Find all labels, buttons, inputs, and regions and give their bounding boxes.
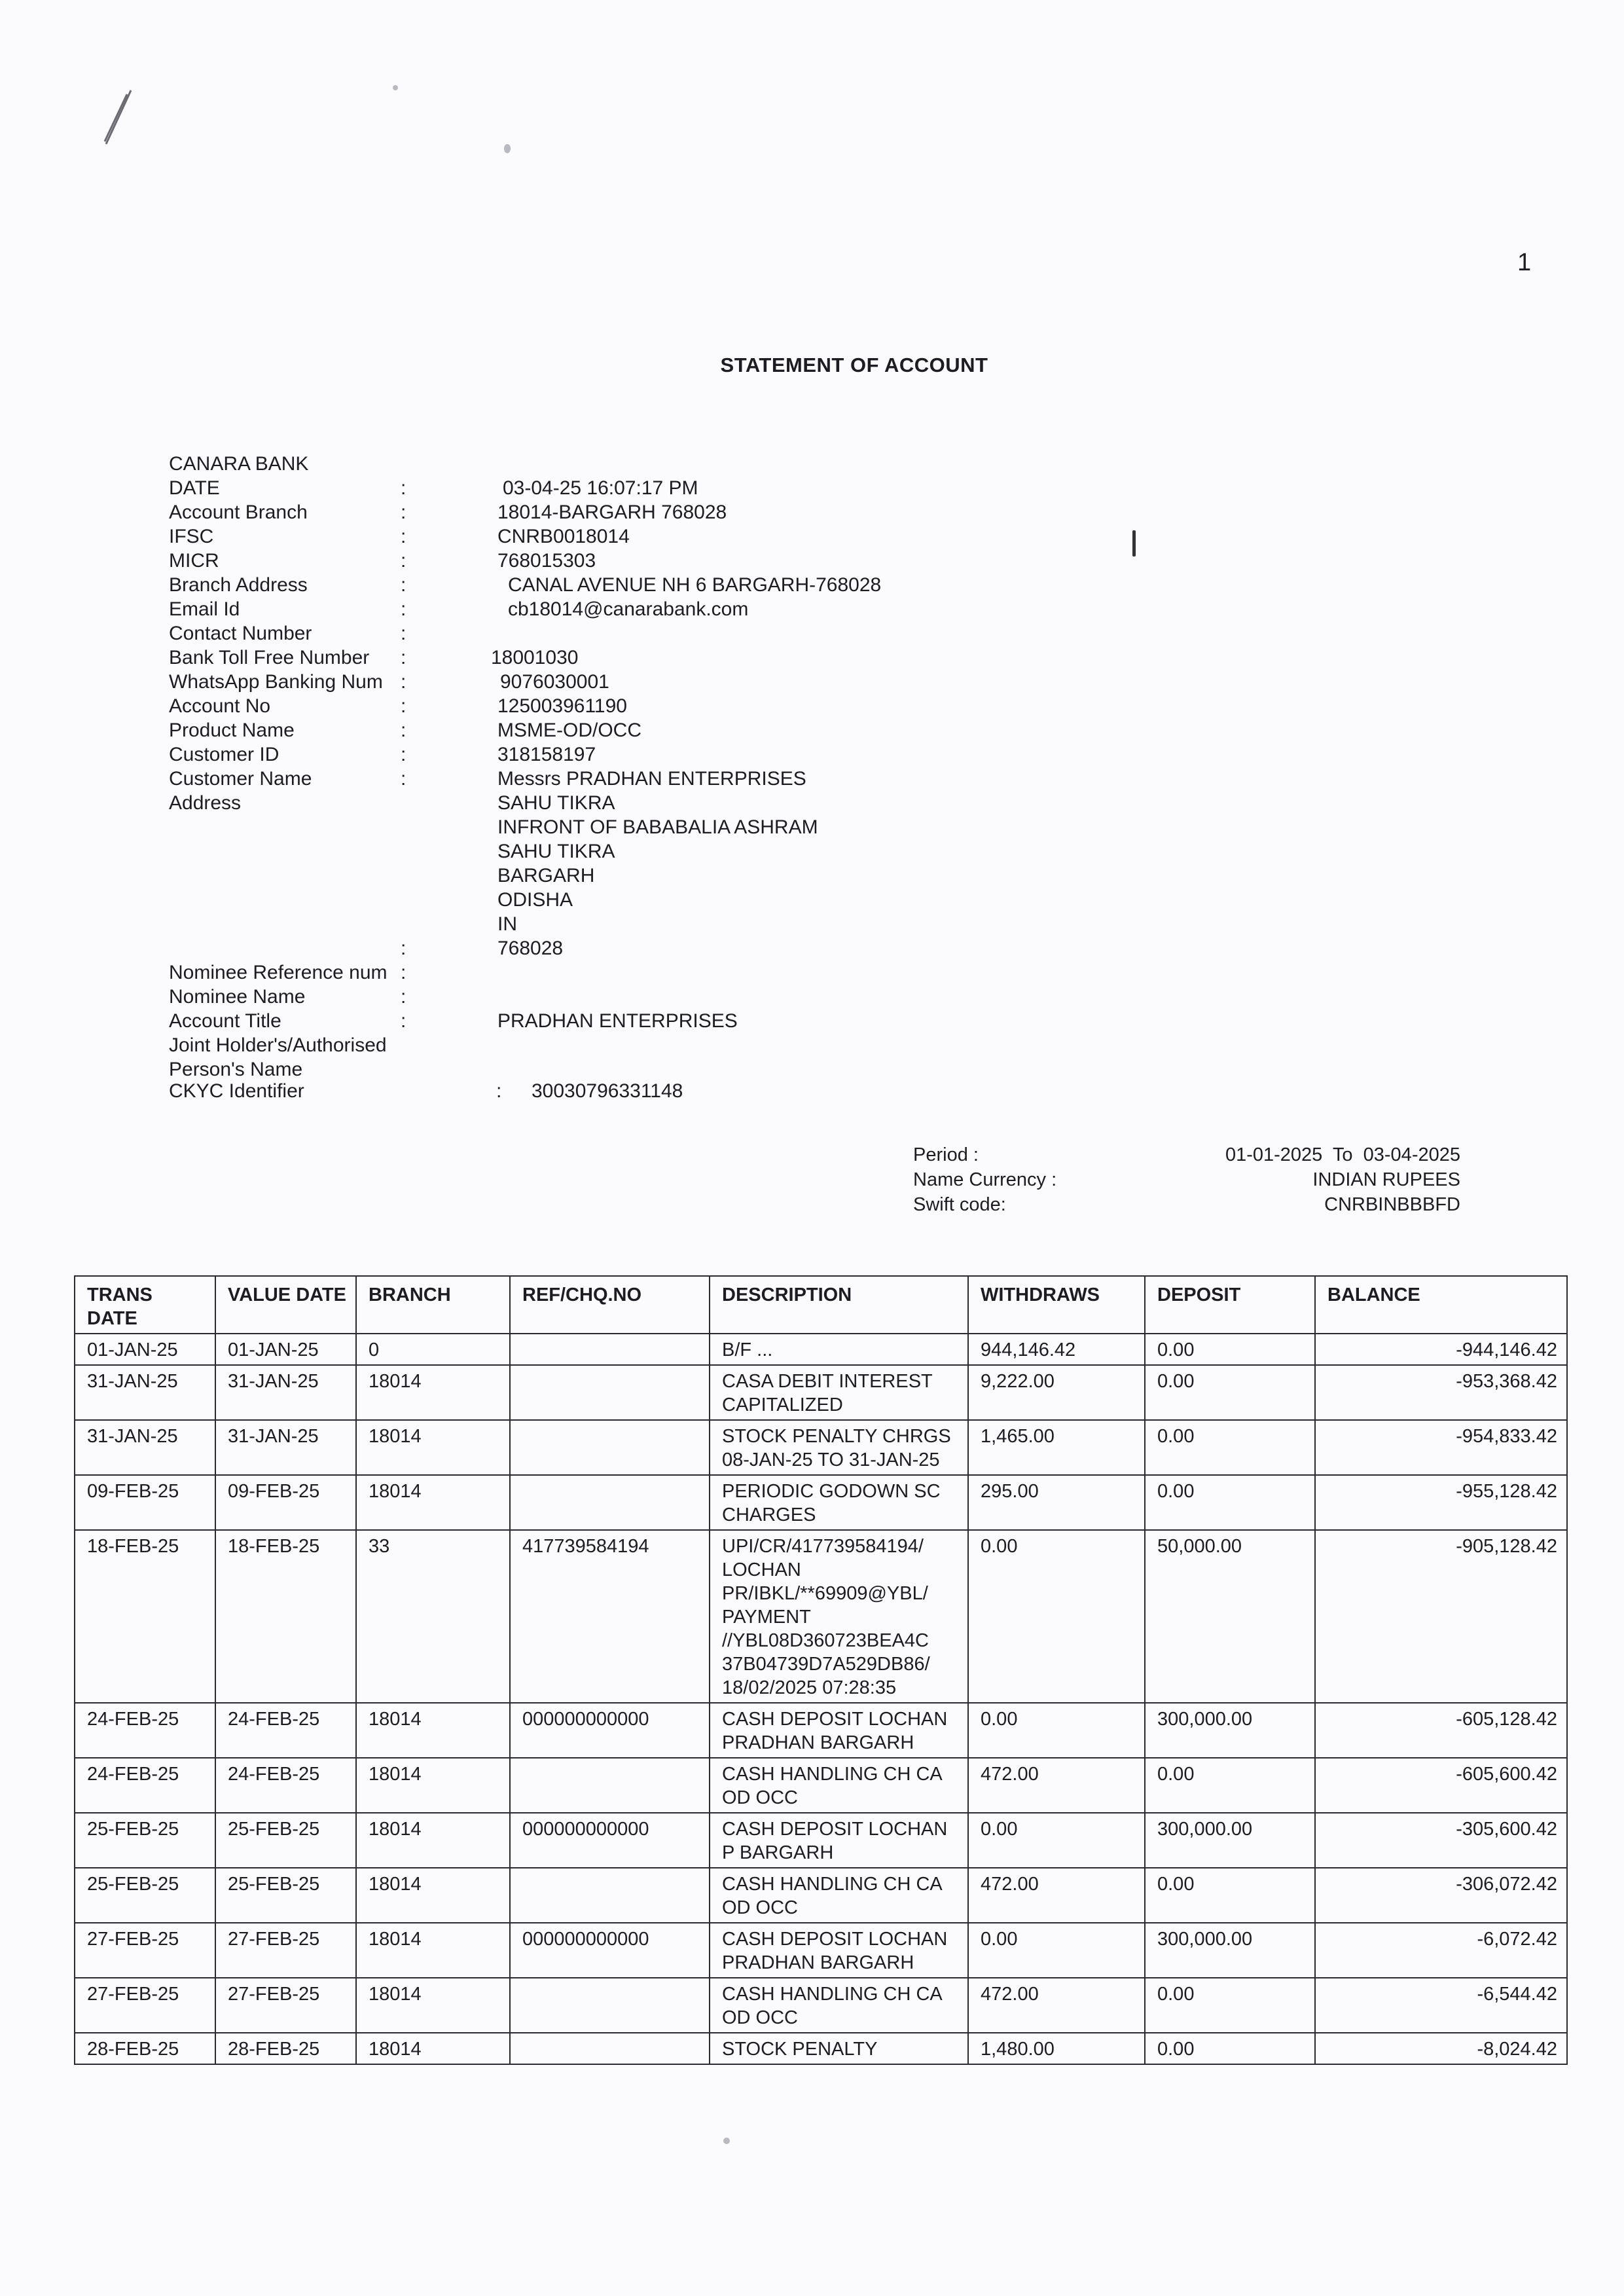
cell-withdraws: 472.00 [968, 1978, 1145, 2033]
cell-branch: 18014 [356, 1978, 510, 2033]
cell-trans-date: 24-FEB-25 [75, 1758, 215, 1813]
address-line: IN [497, 913, 517, 935]
cell-balance: -305,600.42 [1315, 1813, 1567, 1868]
cell-branch: 18014 [356, 1813, 510, 1868]
cell-ref [510, 1978, 710, 2033]
field-value [497, 985, 881, 1009]
field-label: Bank Toll Free Number [169, 647, 370, 668]
field-value: cb18014@canarabank.com [508, 598, 749, 620]
cell-withdraws: 472.00 [968, 1758, 1145, 1813]
cell-value-date: 09-FEB-25 [215, 1475, 356, 1530]
cell-description: CASH DEPOSIT LOCHAN P BARGARH [710, 1813, 968, 1868]
col-header-balance: BALANCE [1315, 1276, 1567, 1334]
cell-branch: 18014 [356, 1365, 510, 1420]
period-label: Period : [913, 1144, 979, 1165]
table-row [75, 1420, 1567, 1475]
cell-balance: -953,368.42 [1315, 1365, 1567, 1420]
cell-withdraws: 472.00 [968, 1868, 1145, 1923]
scan-speck [1132, 530, 1136, 556]
cell-ref: 000000000000 [510, 1923, 710, 1978]
cell-trans-date: 27-FEB-25 [75, 1978, 215, 2033]
cell-description: STOCK PENALTY CHRGS 08-JAN-25 TO 31-JAN-25 [710, 1420, 968, 1475]
cell-balance: -6,544.42 [1315, 1978, 1567, 2033]
cell-deposit: 50,000.00 [1145, 1530, 1315, 1703]
cell-trans-date: 18-FEB-25 [75, 1530, 215, 1703]
cell-deposit: 0.00 [1145, 1868, 1315, 1923]
table-row [75, 1978, 1567, 2033]
period-values [1225, 1142, 1460, 1217]
cell-ref [510, 1420, 710, 1475]
scan-speck [393, 85, 398, 90]
cell-branch: 18014 [356, 1758, 510, 1813]
cell-withdraws: 0.00 [968, 1813, 1145, 1868]
cell-deposit: 0.00 [1145, 1334, 1315, 1365]
col-header-ref: REF/CHQ.NO [510, 1276, 710, 1334]
cell-deposit: 0.00 [1145, 2033, 1315, 2064]
cell-balance: -605,600.42 [1315, 1758, 1567, 1813]
cell-balance: -905,128.42 [1315, 1530, 1567, 1703]
cell-ref [510, 1868, 710, 1923]
cell-value-date: 28-FEB-25 [215, 2033, 356, 2064]
cell-ref: 000000000000 [510, 1703, 710, 1758]
swift-value: CNRBINBBBFD [1324, 1194, 1460, 1215]
cell-withdraws: 9,222.00 [968, 1365, 1145, 1420]
address-line: 768028 [497, 938, 564, 959]
field-label: Email Id [169, 598, 240, 620]
field-label: MICR [169, 550, 219, 572]
field-value [497, 960, 881, 985]
table-header-row [75, 1276, 1567, 1334]
cell-description: B/F ... [710, 1334, 968, 1365]
header-labels [169, 452, 411, 1082]
cell-trans-date: 01-JAN-25 [75, 1334, 215, 1365]
cell-description: CASH HANDLING CH CA OD OCC [710, 1868, 968, 1923]
col-header-description: DESCRIPTION [710, 1276, 968, 1334]
field-label: DATE [169, 477, 220, 499]
cell-ref [510, 2033, 710, 2064]
cell-branch: 33 [356, 1530, 510, 1703]
field-label: Customer Name [169, 768, 312, 790]
table-row [75, 1703, 1567, 1758]
table-row [75, 1758, 1567, 1813]
table-row [75, 1530, 1567, 1703]
page-number: 1 [1517, 249, 1532, 276]
field-label: Account Branch [169, 501, 308, 523]
cell-value-date: 25-FEB-25 [215, 1868, 356, 1923]
cell-value-date: 24-FEB-25 [215, 1703, 356, 1758]
table-row [75, 1923, 1567, 1978]
cell-value-date: 31-JAN-25 [215, 1365, 356, 1420]
cell-branch: 18014 [356, 1923, 510, 1978]
cell-withdraws: 1,465.00 [968, 1420, 1145, 1475]
cell-trans-date: 31-JAN-25 [75, 1420, 215, 1475]
cell-deposit: 0.00 [1145, 1475, 1315, 1530]
field-value: CANAL AVENUE NH 6 BARGARH-768028 [508, 574, 882, 596]
table-row [75, 1813, 1567, 1868]
cell-ref [510, 1334, 710, 1365]
cell-trans-date: 31-JAN-25 [75, 1365, 215, 1420]
field-label: Customer ID [169, 744, 280, 765]
ckyc-label: CKYC Identifier [169, 1080, 304, 1102]
field-label: Person's Name [169, 1059, 303, 1080]
cell-balance: -944,146.42 [1315, 1334, 1567, 1365]
field-value: PRADHAN ENTERPRISES [497, 1010, 738, 1032]
field-value [497, 1033, 881, 1057]
cell-withdraws: 1,480.00 [968, 2033, 1145, 2064]
period-value: 01-01-2025 To 03-04-2025 [1225, 1144, 1460, 1165]
address-line: SAHU TIKRA [497, 841, 615, 862]
field-value: SAHU TIKRA [497, 792, 615, 814]
staple-mark [98, 85, 137, 151]
cell-deposit: 300,000.00 [1145, 1703, 1315, 1758]
currency-value: INDIAN RUPEES [1312, 1169, 1460, 1190]
table-row [75, 1475, 1567, 1530]
cell-ref: 000000000000 [510, 1813, 710, 1868]
cell-balance: -306,072.42 [1315, 1868, 1567, 1923]
field-value [497, 621, 881, 646]
cell-description: PERIODIC GODOWN SC CHARGES [710, 1475, 968, 1530]
currency-label: Name Currency : [913, 1169, 1057, 1190]
address-line: ODISHA [497, 889, 573, 911]
table-row [75, 1334, 1567, 1365]
cell-value-date: 18-FEB-25 [215, 1530, 356, 1703]
table-row [75, 2033, 1567, 2064]
ckyc-value: 30030796331148 [532, 1080, 683, 1102]
field-value: 768015303 [497, 550, 596, 572]
cell-trans-date: 24-FEB-25 [75, 1703, 215, 1758]
col-header-trans-date: TRANS DATE [75, 1276, 215, 1334]
field-label: WhatsApp Banking Num [169, 671, 383, 693]
cell-ref [510, 1365, 710, 1420]
field-value [497, 1057, 881, 1082]
col-header-value-date: VALUE DATE [215, 1276, 356, 1334]
field-value: 18014-BARGARH 768028 [497, 501, 727, 523]
field-value: 03-04-25 16:07:17 PM [503, 477, 698, 499]
table-row [75, 1365, 1567, 1420]
address-line: BARGARH [497, 865, 595, 886]
table-row [75, 1868, 1567, 1923]
cell-withdraws: 295.00 [968, 1475, 1145, 1530]
cell-balance: -605,128.42 [1315, 1703, 1567, 1758]
cell-description: CASH DEPOSIT LOCHAN PRADHAN BARGARH [710, 1923, 968, 1978]
cell-balance: -8,024.42 [1315, 2033, 1567, 2064]
field-value: 9076030001 [500, 671, 609, 693]
field-value: 318158197 [497, 744, 596, 765]
cell-deposit: 0.00 [1145, 1978, 1315, 2033]
cell-trans-date: 27-FEB-25 [75, 1923, 215, 1978]
field-label: Contact Number [169, 623, 312, 644]
swift-label: Swift code: [913, 1194, 1006, 1215]
cell-ref [510, 1758, 710, 1813]
cell-branch: 18014 [356, 1703, 510, 1758]
cell-balance: -954,833.42 [1315, 1420, 1567, 1475]
ckyc-colon: : [496, 1080, 502, 1102]
cell-value-date: 24-FEB-25 [215, 1758, 356, 1813]
cell-trans-date: 28-FEB-25 [75, 2033, 215, 2064]
field-value: 18001030 [491, 647, 579, 668]
cell-trans-date: 25-FEB-25 [75, 1813, 215, 1868]
cell-ref: 417739584194 [510, 1530, 710, 1703]
col-header-withdraws: WITHDRAWS [968, 1276, 1145, 1334]
cell-deposit: 300,000.00 [1145, 1923, 1315, 1978]
scan-speck [504, 144, 511, 153]
field-label: Branch Address [169, 574, 308, 596]
cell-branch: 18014 [356, 1420, 510, 1475]
cell-deposit: 0.00 [1145, 1365, 1315, 1420]
cell-branch: 0 [356, 1334, 510, 1365]
cell-deposit: 0.00 [1145, 1758, 1315, 1813]
field-value: 125003961190 [497, 695, 627, 717]
address-line: INFRONT OF BABABALIA ASHRAM [497, 816, 818, 838]
field-value: MSME-OD/OCC [497, 720, 641, 741]
cell-deposit: 0.00 [1145, 1420, 1315, 1475]
cell-withdraws: 0.00 [968, 1923, 1145, 1978]
cell-trans-date: 25-FEB-25 [75, 1868, 215, 1923]
cell-description: CASH HANDLING CH CA OD OCC [710, 1978, 968, 2033]
cell-ref [510, 1475, 710, 1530]
cell-balance: -955,128.42 [1315, 1475, 1567, 1530]
cell-value-date: 27-FEB-25 [215, 1923, 356, 1978]
period-labels [913, 1142, 1056, 1217]
transactions-table [74, 1275, 1568, 2065]
cell-description: CASH HANDLING CH CA OD OCC [710, 1758, 968, 1813]
field-label: Product Name [169, 720, 295, 741]
cell-description: STOCK PENALTY [710, 2033, 968, 2064]
cell-branch: 18014 [356, 1475, 510, 1530]
field-label: Nominee Reference num [169, 962, 388, 983]
header-colons: : : : : : : : : : : : : : : : : : [401, 477, 406, 1032]
cell-branch: 18014 [356, 1868, 510, 1923]
cell-value-date: 25-FEB-25 [215, 1813, 356, 1868]
col-header-branch: BRANCH [356, 1276, 510, 1334]
scan-speck [723, 2138, 730, 2144]
field-label: Account Title [169, 1010, 281, 1032]
cell-balance: -6,072.42 [1315, 1923, 1567, 1978]
cell-description: CASA DEBIT INTEREST CAPITALIZED [710, 1365, 968, 1420]
field-label: Nominee Name [169, 986, 306, 1008]
field-value: Messrs PRADHAN ENTERPRISES [497, 768, 806, 790]
cell-value-date: 31-JAN-25 [215, 1420, 356, 1475]
col-header-deposit: DEPOSIT [1145, 1276, 1315, 1334]
cell-withdraws: 0.00 [968, 1530, 1145, 1703]
cell-withdraws: 0.00 [968, 1703, 1145, 1758]
cell-value-date: 01-JAN-25 [215, 1334, 356, 1365]
bank-name: CANARA BANK [169, 453, 309, 475]
cell-trans-date: 09-FEB-25 [75, 1475, 215, 1530]
field-label: Address [169, 792, 242, 814]
field-value: CNRB0018014 [497, 526, 630, 547]
cell-description: CASH DEPOSIT LOCHAN PRADHAN BARGARH [710, 1703, 968, 1758]
field-label: Account No [169, 695, 271, 717]
cell-deposit: 300,000.00 [1145, 1813, 1315, 1868]
cell-withdraws: 944,146.42 [968, 1334, 1145, 1365]
cell-branch: 18014 [356, 2033, 510, 2064]
header-values [491, 476, 882, 1082]
field-label: Joint Holder's/Authorised [169, 1034, 387, 1056]
cell-value-date: 27-FEB-25 [215, 1978, 356, 2033]
field-label: IFSC [169, 526, 214, 547]
page-title: STATEMENT OF ACCOUNT [720, 354, 988, 376]
cell-description: UPI/CR/417739584194/ LOCHAN PR/IBKL/**69909@YBL/ PAYMENT //YBL08D360723BEA4C 37B04739D7A529DB86/ 18/02/2025 07:28:35 [710, 1530, 968, 1703]
